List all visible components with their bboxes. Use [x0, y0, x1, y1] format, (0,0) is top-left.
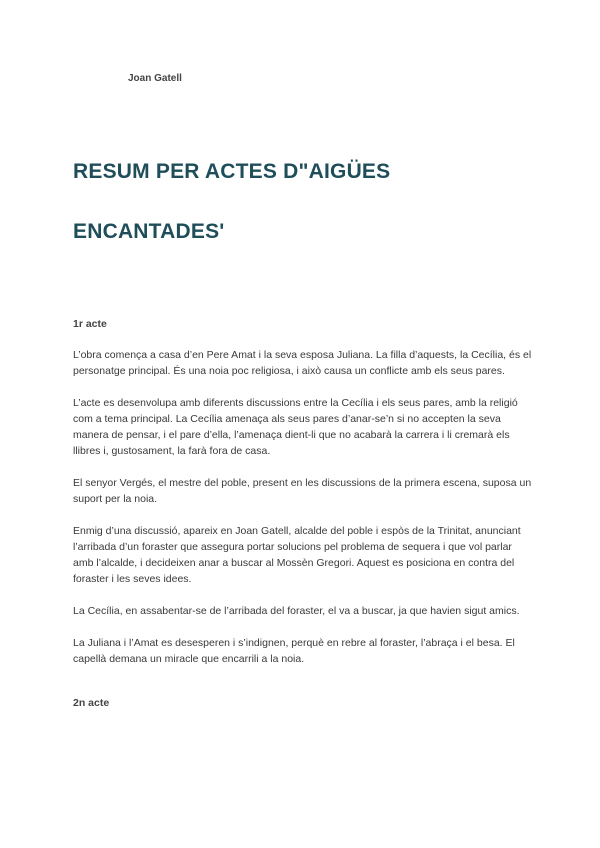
document-body [73, 318, 533, 726]
section-heading-act-2: 2n acte [73, 697, 110, 709]
paragraph: Enmig d’una discussió, apareix en Joan Gatell, alcalde del poble i espòs de la Trinitat, anunciant l’arribada d’un foraster que assegura portar solucions pel problema de sequera i que vol parlar amb l’alcalde, i decideixen anar a buscar al Mossèn Gregori. Aquest es posiciona en contra del foraster i les seves idees. [73, 525, 521, 585]
document-title-line-1: RESUM PER ACTES D"AIGÜES [73, 160, 391, 183]
paragraph: L’obra comença a casa d’en Pere Amat i la seva esposa Juliana. La filla d’aquests, la Cecília, és el personatge principal. És una noia poc religiosa, i això causa un conflicte amb els seus pares. [73, 349, 532, 377]
paragraph: L’acte es desenvolupa amb diferents discussions entre la Cecília i els seus pares, amb la religió com a tema principal. La Cecília amenaça als seus pares d’anar-se’n si no accepten la seva manera de pensar, i el pare d’ella, l’amenaça dient-li que no acabarà la carrera i li cremarà els llibres i, gustosament, la farà fora de casa. [73, 397, 518, 457]
document-title-line-2: ENCANTADES' [73, 220, 225, 243]
paragraph: El senyor Vergés, el mestre del poble, present en les discussions de la primera escena, suposa un suport per la noia. [73, 477, 532, 505]
section-heading-act-1: 1r acte [73, 318, 107, 330]
paragraph: La Cecília, en assabentar-se de l’arribada del foraster, el va a buscar, ja que havien sigut amics. [73, 605, 520, 617]
paragraph: La Juliana i l’Amat es desesperen i s’indignen, perquè en rebre al foraster, l’abraça i el besa. El capellà demana un miracle que encarrili a la noia. [73, 637, 515, 665]
header-author: Joan Gatell [128, 73, 182, 84]
